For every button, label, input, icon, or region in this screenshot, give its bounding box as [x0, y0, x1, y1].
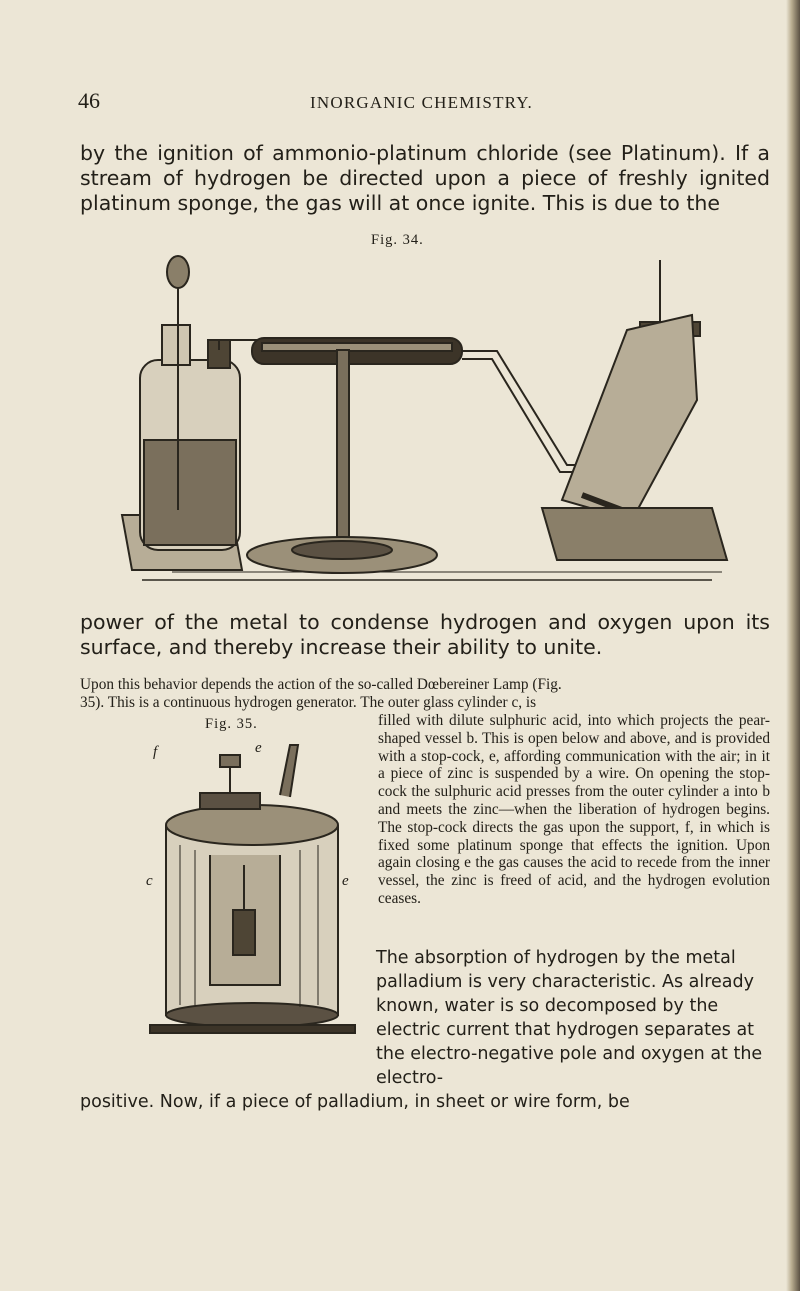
fig-35-caption: Fig. 35.: [205, 716, 258, 732]
fig-35-illustration: [140, 735, 365, 1035]
paragraph-4-wrapped: The absorption of hydrogen by the metal palladium is very characteristic. As already known, water is so decomposed by the electric current that hydrogen separates at the electro-negative pole and oxygen at the electro-: [376, 948, 763, 1088]
paragraph-1: by the ignition of ammonio-platinum chloride (see Platinum). If a stream of hydrogen be directed upon a piece of freshly ignited platinum sponge, the gas will at once ignite. This is due to the: [80, 141, 770, 215]
page-number: 46: [78, 88, 100, 113]
fig-35-label-c: c: [146, 873, 153, 889]
fig-35-label-e-side: e: [342, 873, 349, 889]
running-head: INORGANIC CHEMISTRY.: [310, 93, 533, 112]
page-edge-shadow: [786, 0, 800, 1291]
paragraph-4-last-line: positive. Now, if a piece of palladium, in sheet or wire form, be: [80, 1092, 630, 1112]
paragraph-3-wrapped: filled with dilute sulphuric acid, into which projects the pear-shaped vessel b. This is open below and above, and is provided with a stop-cock, e, affording communication with the air; in it a piece of zinc is suspended by a wire. On opening the stop-cock the sulphuric acid presses from the outer cylinder a into b and meets the zinc—when the liberation of hydrogen begins. The stop-cock directs the gas upon the support, f, in which is fixed some platinum sponge that effects the ignition. Upon again closing e the gas causes the acid to recede from the inner vessel, the zinc is freed of acid, and the hydrogen evolution ceases.: [378, 712, 770, 907]
paragraph-2: power of the metal to condense hydrogen and oxygen upon its surface, and thereby increase their ability to unite.: [80, 610, 770, 659]
fig-34-illustration: [112, 250, 742, 595]
paragraph-3-line-1: Upon this behavior depends the action of the so-called Dœbereiner Lamp (Fig.: [80, 676, 562, 693]
fig-34-caption: Fig. 34.: [371, 232, 424, 248]
fig-35-label-e-top: e: [255, 740, 262, 756]
paragraph-3-line-2: 35). This is a continuous hydrogen generator. The outer glass cylinder c, is: [80, 694, 537, 711]
fig-35-label-f: f: [153, 744, 158, 760]
